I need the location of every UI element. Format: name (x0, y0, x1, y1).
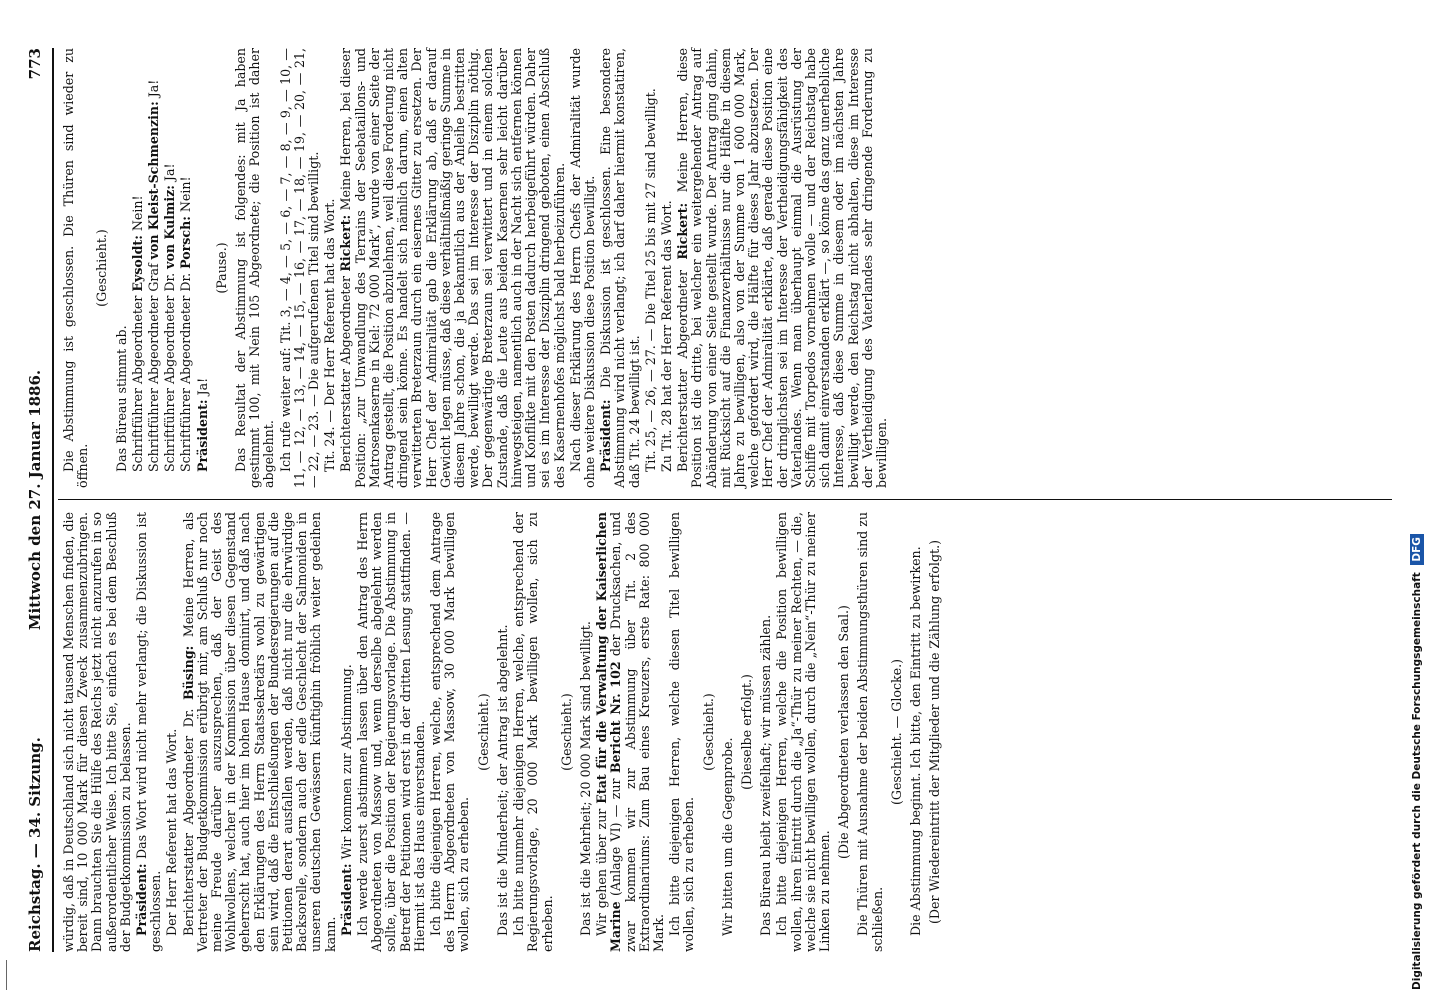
paragraph: Präsident: Das Wort wird nicht mehr verlangt; die Diskussion ist geschlossen. (134, 512, 164, 952)
speaker-name: Eysoldt: (129, 235, 145, 292)
agenda-item: Etat für die Verwaltung der Kaiserlichen Marine (594, 512, 624, 952)
stage-direction: (Die Abgeordneten verlassen den Saal.) (836, 605, 852, 859)
paragraph: Das ist die Minderheit; der Antrag ist abgelehnt. (494, 624, 510, 936)
paragraph: Präsident: Die Diskussion ist geschlossen. Eine besondere Abstimmung wird nicht verlangt; ich darf daher hiermit konstatiren, daß Tit. 24 bewilligt ist. (598, 48, 642, 488)
speaker-label: Präsident: (194, 399, 210, 472)
credit-text: Digitalisierung gefördert durch die Deutsche Forschungsgemeinschaft (1411, 572, 1423, 990)
paragraph: Wir gehen über zur Etat für die Verwaltung der Kaiserlichen Marine (Anlage VI) — zur Bericht Nr. 102 der Drucksachen, und zwar kommen wir zur Abstimmung über Tit. 2 des Extraordinariums: Zum Bau eines Kreuzers, erste Rate: 800 000 Mark. (594, 512, 666, 952)
paragraph: Ich bitte diejenigen Herren, welche diesen Titel bewilligen wollen, sich zu erheben. (667, 512, 697, 952)
paragraph: Die Thüren mit Ausnahme der beiden Abstimmungsthüren sind zu schließen. (855, 512, 885, 952)
column-divider (58, 499, 1392, 500)
digitization-credit (1405, 10, 1429, 990)
paragraph: Schriftführer Abgeordneter Dr. Porsch: Nein! (178, 176, 194, 472)
paragraph: Ich bitte diejenigen Herren, welche die Position bewilligen wollen, ihren Eintritt durch die „Ja“-Thür zu meiner Rechten, — die, welche sie nicht bewilligen wollen, durch die „Nein“-Thür zu meiner Linken zu nehmen. (774, 512, 832, 952)
paragraph: Die Abstimmung ist geschlossen. Die Thüren sind wieder zu öffnen. (61, 48, 91, 488)
stage-direction: (Dieselbe erfolgt.) (738, 674, 754, 790)
speaker-label: Präsident: (598, 399, 614, 472)
speaker-name: von Kleist-Schmenzin: (146, 101, 162, 260)
paragraph: Berichterstatter Abgeordneter Rickert: Meine Herren, bei dieser Position: „zur Umwandlung des Terrains der Seebataillons- und Matrosenkaserne in Kiel: 72 000 Mark“, wurde von einer Seite der Antrag gestellt, die Position abzulehnen, weil diese Forderung nicht dringend sein könne. Es handelt sich nämlich darum, einen alten verwitterten Breterzaun durch ein eisernes Gitter zu ersetzen. Der Herr Chef der Admiralität gab die Erklärung ab, daß er darauf Gewicht legen müsse, daß diese verhältnißmäßig geringe Summe in diesem Jahre schon, die ja bekanntlich aus der Anleihe bestritten werde, bewilligt werde. Das sei im Interesse der Disziplin nöthig. Der gegenwärtige Breterzaun sei verwittert und in einem solchen Zustande, daß die Leute aus beiden Kasernen sehr leicht darüber hinwegsteigen, namentlich auch in der Nacht sich entfernen können und Konflikte mit den Posten dadurch herbeigeführt würden. Daher sei es im Interesse der Disziplin dringend geboten, einen Abschluß des Kasernenhofes möglichst bald herbeizuführen. (338, 48, 567, 488)
paragraph: Schriftführer Abgeordneter Eysoldt: Nein! (129, 195, 145, 472)
speaker-name: Rickert: (338, 214, 354, 272)
speaker-name: Porsch: (178, 216, 194, 269)
dfg-logo: DFG (1410, 534, 1424, 565)
stage-direction: (Geschieht.) (700, 693, 716, 771)
paragraph: Ich rufe weiter auf: Tit. 3, — 4, — 5, — 6, — 7, — 8, — 9, — 10, — 11, — 12, — 13, — 14, — 15, — 16, — 17, — 18, — 19, — 20, — 21, — 22, — 23. — Die aufgerufenen Titel sind bewilligt. (277, 48, 322, 488)
paragraph: Das ist die Mehrheit; 20 000 Mark sind bewilligt. (577, 621, 593, 936)
paragraph: Wir bitten um die Gegenprobe. (719, 737, 735, 936)
paragraph: Tit. 25, — 26, — 27. — Die Titel 25 bis mit 27 sind bewilligt. (642, 88, 658, 472)
paragraph: Präsident: Ja! (194, 377, 210, 472)
stage-direction: (Pause.) (213, 242, 229, 294)
paragraph: Ich werde zuerst abstimmen lassen über den Antrag des Herrn Abgeordneten von Massow und, wenn derselbe abgelehnt werden sollte, über die Position der Regierungsvorlage. Die Abstimmung in Betreff der Petitionen wird erst in der dritten Lesung stattfinden. — Hiermit ist das Haus einverstanden. (355, 512, 427, 952)
paragraph: würdig, daß in Deutschland sich nicht tausend Menschen finden, die bereit sind, 10 000 Mark für diesen Zweck zusammenzubringen. Dann brauchten Sie die Hülfe des Reichs jetzt nicht anzurufen in so außerordentlicher Weise. Ich bitte Sie, einfach es bei dem Beschluß der Budgetkommission zu belassen. (61, 512, 133, 952)
paragraph: Tit. 24. — Der Herr Referent hat das Wort. (322, 198, 338, 472)
paragraph: Das Büreau stimmt ab. (113, 325, 129, 472)
speaker-name: von Kulmiz: (162, 185, 178, 269)
paragraph: Ich bitte diejenigen Herren, welche, entsprechend dem Antrage des Herrn Abgeordneten von Massow, 30 000 Mark bewilligen wollen, sich zu erheben. (428, 512, 472, 952)
paragraph: Zu Tit. 28 hat der Herr Referent das Wort. (658, 200, 674, 472)
paragraph: Ich bitte nunmehr diejenigen Herren, welche, entsprechend der Regierungsvorlage, 20 000 Mark bewilligen wollen, sich zu erheben. (511, 512, 555, 952)
paragraph: Berichterstatter Abgeordneter Rickert: Meine Herren, diese Position ist die dritte, bei welcher ein weitergehender Antrag auf Abänderung von einer Seite gestellt wurde. Der Antrag ging dahin, mit Rücksicht auf die Finanzverhältnisse nur die Hälfte in diesem Jahre zu bewilligen, also von der Summe von 1 600 000 Mark, welche gefordert wird, die Hälfte für dieses Jahr abzusetzen. Der Herr Chef der Admiralität erklärte, daß gerade diese Position eine der dringlichsten sei im Interesse der Vertheidigungsfähigkeit des Vaterlandes. Wenn man überhaupt einmal die Ausrüstung der Schiffe mit Torpedos vornehmen wolle — und der Reichstag habe sich damit einverstanden erklärt —, so könne das ganz unerhebliche Interesse, daß diese Summe in diesem oder im nächsten Jahre bewilligt werde, den Reichstag nicht abhalten, diese im Interesse der Vertheidigung des Vaterlandes sehr dringende Forderung zu bewilligen. (675, 48, 889, 488)
right-column (62, 48, 1400, 488)
paragraph: Schriftführer Abgeordneter Graf von Kleist-Schmenzin: Ja! (146, 79, 162, 472)
stage-direction: (Geschieht.) (475, 693, 491, 771)
stage-direction: (Der Wiedereintritt der Mitglieder und die Zählung erfolgt.) (927, 540, 943, 924)
speaker-label: Präsident: (338, 863, 354, 936)
paragraph: Das Resultat der Abstimmung ist folgendes: mit Ja haben gestimmt 100, mit Nein 105 Abgeordnete; die Position ist daher abgelehnt. (233, 48, 277, 488)
speaker-name: Rickert: (675, 202, 691, 260)
stage-direction: (Geschieht. — Glocke.) (888, 658, 904, 806)
header-rule (52, 48, 54, 952)
scan-edge-line (6, 960, 7, 990)
paragraph: Schriftführer Abgeordneter Dr. von Kulmiz: Ja! (162, 163, 178, 472)
stage-direction: (Geschieht.) (94, 229, 110, 307)
paragraph: Nach dieser Erklärung des Herrn Chefs der Admiralität wurde ohne weitere Diskussion diese Position bewilligt. (567, 48, 597, 488)
header-session: Reichstag. — 34. Sitzung. (26, 737, 44, 952)
paragraph: Der Herr Referent hat das Wort. (164, 728, 180, 936)
paragraph: Das Büreau bleibt zweifelhaft; wir müssen zählen. (758, 614, 774, 936)
stage-direction: (Geschieht.) (558, 693, 574, 771)
paragraph: Berichterstatter Abgeordneter Dr. Büsing: Meine Herren, als Vertreter der Budgetkommission erübrigt mir, am Schluß nur noch meine Freude darüber auszusprechen, daß der Geist des Wohlwollens, welcher in der Kommission über diesen Gegenstand geherrscht hat, auch hier im hohen Hause dominirt, und daß nach den Erklärungen des Herrn Staatssekretärs wohl zu gewärtigen sein wird, daß die Entschließungen der Bundesregierungen auf die Petitionen derart ausfallen werden, daß nicht nur die ehrwürdige Backsorelle, sondern auch der edle Geschlecht der Salmoniden in unseren deutschen Gewässern künftighin fröhlich weiter gedeihen kann. (180, 512, 338, 952)
speaker-label: Präsident: (134, 863, 150, 936)
paragraph: Die Abstimmung beginnt. Ich bitte, den Eintritt zu bewirken. (907, 546, 923, 936)
running-header (28, 48, 50, 952)
header-date: Mittwoch den 27. Januar 1886. (26, 369, 44, 631)
report-reference: Bericht Nr. 102 (608, 661, 624, 774)
paragraph: Präsident: Wir kommen zur Abstimmung. (338, 664, 354, 936)
page-number: 773 (26, 48, 44, 80)
speaker-name: Büsing: (180, 645, 196, 701)
left-column (62, 512, 1400, 952)
